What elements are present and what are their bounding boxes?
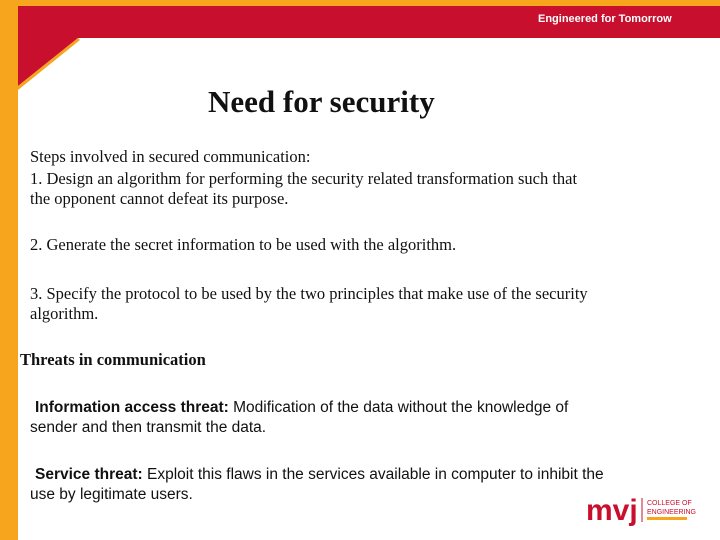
threat-1-line-1 <box>35 398 568 418</box>
logo-line-2: ENGINEERING <box>647 509 696 516</box>
threat-1-line-2: sender and then transmit the data. <box>30 419 267 436</box>
threats-heading: Threats in communication <box>20 350 206 369</box>
step-3-line-2: algorithm. <box>30 304 99 323</box>
threat-2-line-1 <box>35 465 604 485</box>
threat-2-text: Exploit this flaws in the services available in computer to inhibit the <box>142 466 604 483</box>
step-1-line-2: the opponent cannot defeat its purpose. <box>30 189 289 208</box>
step-3-line-1: 3. Specify the protocol to be used by the two principles that make use of the security <box>30 284 588 303</box>
slide-title: Need for security <box>208 84 435 119</box>
threat-2-line-2: use by legitimate users. <box>30 486 193 503</box>
threat-1-text: Modification of the data without the knowledge of <box>228 399 569 416</box>
threat-2-label: Service threat: <box>35 466 143 483</box>
brand-tagline: Engineered for Tomorrow <box>538 13 672 25</box>
logo-mark: mvj <box>586 494 638 526</box>
logo-line-1: COLLEGE OF <box>647 500 692 507</box>
step-1-line-1: 1. Design an algorithm for performing the security related transformation such that <box>30 169 578 188</box>
step-2: 2. Generate the secret information to be used with the algorithm. <box>30 235 457 254</box>
intro-text: Steps involved in secured communication: <box>30 147 311 166</box>
threat-1-label: Information access threat: <box>35 399 229 416</box>
mvj-college-logo <box>586 492 696 526</box>
